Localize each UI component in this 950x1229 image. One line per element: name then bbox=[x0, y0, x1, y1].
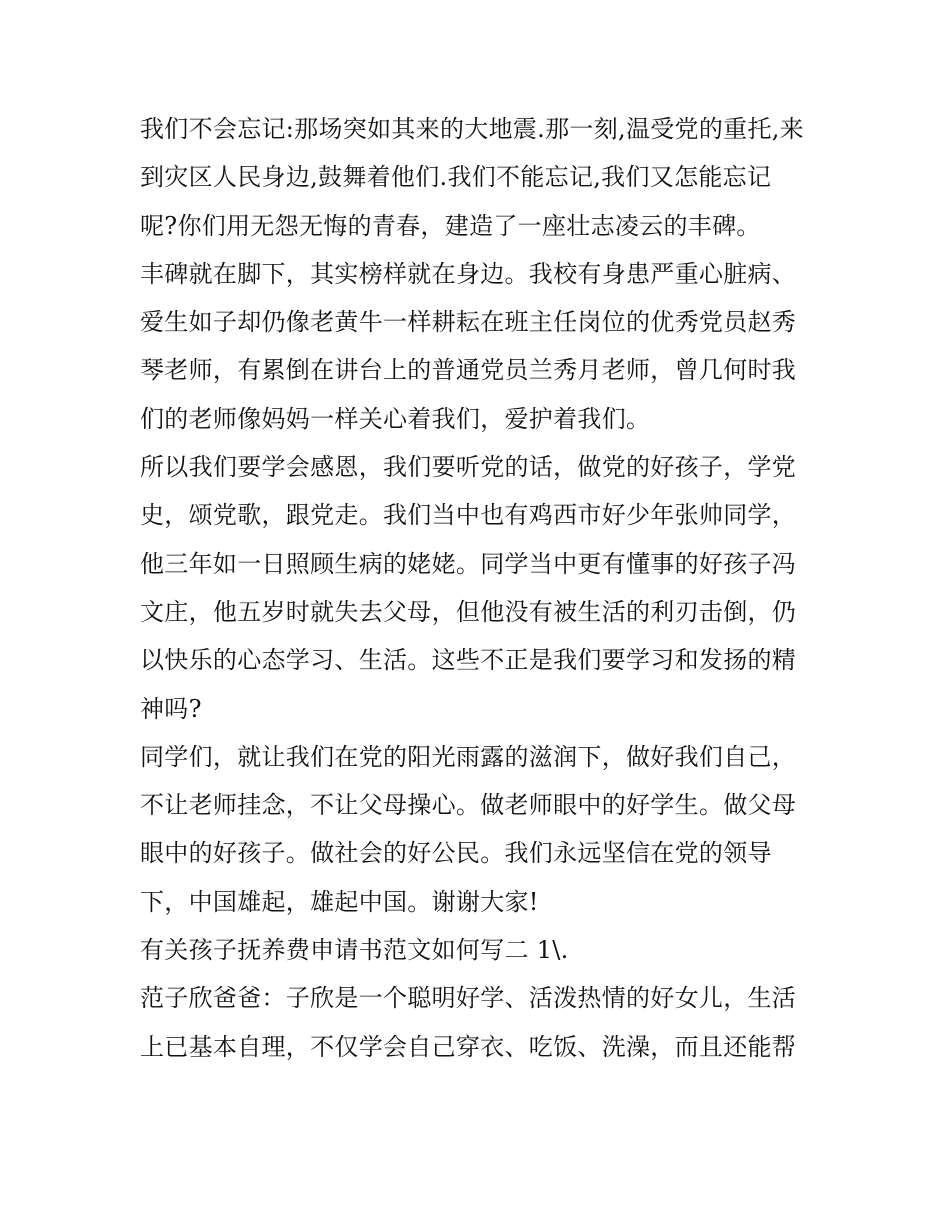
text-line: 琴老师，有累倒在讲台上的普通党员兰秀月老师，曾几何时我 bbox=[140, 356, 797, 385]
text-line: 他三年如一日照顾生病的姥姥。同学当中更有懂事的好孩子冯 bbox=[140, 549, 797, 578]
text-line: 以快乐的心态学习、生活。这些不正是我们要学习和发扬的精 bbox=[140, 646, 797, 675]
text-line: 所以我们要学会感恩，我们要听党的话，做党的好孩子，学党 bbox=[140, 453, 797, 482]
text-line: 神吗? bbox=[140, 694, 202, 723]
text-line: 不让老师挂念，不让父母操心。做老师眼中的好学生。做父母 bbox=[140, 791, 797, 820]
text-line: 文庄，他五岁时就失去父母，但他没有被生活的利刃击倒，仍 bbox=[140, 597, 797, 626]
text-line: 上已基本自理，不仅学会自己穿衣、吃饭、洗澡，而且还能帮 bbox=[140, 1032, 797, 1061]
text-line: 丰碑就在脚下，其实榜样就在身边。我校有身患严重心脏病、 bbox=[140, 259, 797, 288]
text-line: 同学们，就让我们在党的阳光雨露的滋润下，做好我们自己， bbox=[140, 742, 797, 771]
text-line: 史，颂党歌，跟党走。我们当中也有鸡西市好少年张帅同学， bbox=[140, 501, 797, 530]
text-line: 范子欣爸爸：子欣是一个聪明好学、活泼热情的好女儿，生活 bbox=[140, 984, 797, 1013]
text-line: 呢?你们用无怨无悔的青春，建造了一座壮志凌云的丰碑。 bbox=[140, 211, 761, 240]
text-line: 下，中国雄起，雄起中国。谢谢大家! bbox=[140, 887, 539, 916]
text-line: 眼中的好孩子。做社会的好公民。我们永远坚信在党的领导 bbox=[140, 839, 772, 868]
section-heading: 有关孩子抚养费申请书范文如何写二 1\. bbox=[140, 936, 569, 965]
text-line: 爱生如子却仍像老黄牛一样耕耘在班主任岗位的优秀党员赵秀 bbox=[140, 308, 797, 337]
text-line: 到灾区人民身边,鼓舞着他们.我们不能忘记,我们又怎能忘记 bbox=[140, 163, 772, 192]
document-body bbox=[140, 105, 820, 1071]
text-line: 我们不会忘记:那场突如其来的大地震.那一刻,温受党的重托,来 bbox=[140, 115, 804, 143]
text-line: 们的老师像妈妈一样关心着我们，爱护着我们。 bbox=[140, 404, 651, 433]
